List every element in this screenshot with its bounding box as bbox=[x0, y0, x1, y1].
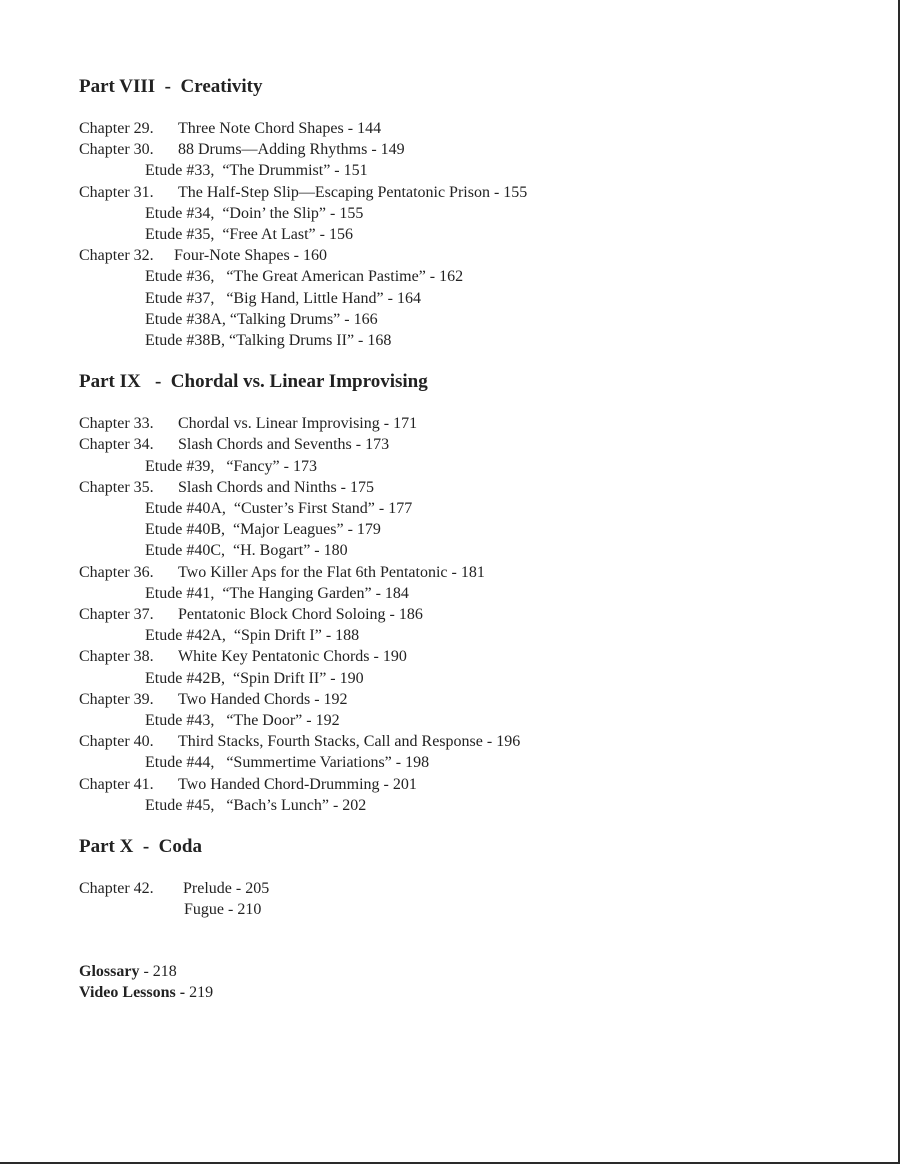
chapter-37-entry bbox=[79, 604, 859, 625]
chapter-38-entry bbox=[79, 646, 859, 667]
chapter-39-entry bbox=[79, 689, 859, 710]
chapter-29-entry bbox=[79, 118, 859, 139]
etude-41-entry: Etude #41, “The Hanging Garden” - 184 bbox=[145, 584, 409, 602]
video-lessons-label: Video Lessons - bbox=[79, 983, 186, 1001]
etude-39-entry: Etude #39, “Fancy” - 173 bbox=[145, 457, 317, 475]
chapter-title: Two Handed Chord-Drumming - 201 bbox=[178, 775, 417, 793]
chapter-33-entry bbox=[79, 413, 859, 434]
part-x-heading: Part X - Coda bbox=[79, 836, 202, 858]
chapter-number: Chapter 36. bbox=[79, 563, 154, 581]
video-lessons-entry bbox=[79, 982, 859, 1003]
chapter-number: Chapter 42. bbox=[79, 880, 154, 898]
glossary-entry bbox=[79, 961, 859, 982]
chapter-number: Chapter 39. bbox=[79, 690, 154, 708]
etude-40b-entry: Etude #40B, “Major Leagues” - 179 bbox=[145, 521, 381, 539]
chapter-title: Third Stacks, Fourth Stacks, Call and Response - 196 bbox=[178, 733, 521, 751]
part-viii-entries bbox=[79, 118, 859, 351]
chapter-number: Chapter 34. bbox=[79, 436, 154, 454]
chapter-title: Three Note Chord Shapes - 144 bbox=[178, 120, 382, 137]
part-ix-heading: Part IX - Chordal vs. Linear Improvising bbox=[79, 371, 428, 393]
etude-42a-entry: Etude #42A, “Spin Drift I” - 188 bbox=[145, 627, 360, 645]
chapter-34-entry bbox=[79, 434, 859, 455]
chapter-40-entry bbox=[79, 731, 859, 752]
chapter-title: Pentatonic Block Chord Soloing - 186 bbox=[178, 606, 423, 624]
chapter-35-entry bbox=[79, 477, 859, 498]
chapter-number: Chapter 37. bbox=[79, 606, 154, 624]
chapter-number: Chapter 32. bbox=[79, 247, 154, 265]
chapter-number: Chapter 30. bbox=[79, 141, 154, 159]
chapter-number: Chapter 33. bbox=[79, 415, 154, 433]
chapter-title: Chordal vs. Linear Improvising - 171 bbox=[178, 415, 418, 433]
part-x-entries bbox=[79, 878, 859, 920]
chapter-number: Chapter 40. bbox=[79, 733, 154, 751]
part-viii-heading: Part VIII - Creativity bbox=[79, 76, 263, 97]
etude-40c-entry: Etude #40C, “H. Bogart” - 180 bbox=[145, 542, 348, 560]
etude-35-entry: Etude #35, “Free At Last” - 156 bbox=[145, 226, 353, 244]
etude-42b-entry: Etude #42B, “Spin Drift II” - 190 bbox=[145, 669, 364, 687]
chapter-32-entry bbox=[79, 245, 859, 266]
chapter-number: Chapter 35. bbox=[79, 478, 154, 496]
table-of-contents bbox=[79, 74, 859, 1003]
glossary-page: - 218 bbox=[139, 962, 177, 980]
etude-33-entry: Etude #33, “The Drummist” - 151 bbox=[145, 162, 368, 180]
glossary-label: Glossary bbox=[79, 962, 140, 980]
chapter-title: 88 Drums—Adding Rhythms - 149 bbox=[178, 141, 405, 159]
chapter-title: Four-Note Shapes - 160 bbox=[174, 247, 327, 265]
chapter-title: Prelude - 205 bbox=[183, 880, 270, 898]
chapter-number: Chapter 29. bbox=[79, 120, 154, 137]
fugue-entry: Fugue - 210 bbox=[184, 901, 262, 919]
chapter-title: Two Killer Aps for the Flat 6th Pentatonic - 181 bbox=[178, 563, 485, 581]
etude-38b-entry: Etude #38B, “Talking Drums II” - 168 bbox=[145, 332, 392, 350]
chapter-42-entry bbox=[79, 878, 859, 899]
chapter-title: White Key Pentatonic Chords - 190 bbox=[178, 648, 407, 666]
etude-43-entry: Etude #43, “The Door” - 192 bbox=[145, 712, 340, 730]
chapter-number: Chapter 38. bbox=[79, 648, 154, 666]
chapter-title: Slash Chords and Ninths - 175 bbox=[178, 478, 374, 496]
chapter-number: Chapter 31. bbox=[79, 183, 154, 201]
back-matter bbox=[79, 961, 859, 1003]
etude-44-entry: Etude #44, “Summertime Variations” - 198 bbox=[145, 754, 430, 772]
etude-36-entry: Etude #36, “The Great American Pastime” - 162 bbox=[145, 268, 464, 286]
chapter-30-entry bbox=[79, 139, 859, 160]
chapter-title: The Half-Step Slip—Escaping Pentatonic Prison - 155 bbox=[178, 183, 528, 201]
chapter-36-entry bbox=[79, 562, 859, 583]
chapter-41-entry bbox=[79, 774, 859, 795]
part-ix-entries bbox=[79, 413, 859, 816]
etude-45-entry: Etude #45, “Bach’s Lunch” - 202 bbox=[145, 796, 367, 814]
video-lessons-page: 219 bbox=[185, 983, 214, 1001]
chapter-number: Chapter 41. bbox=[79, 775, 154, 793]
chapter-title: Slash Chords and Sevenths - 173 bbox=[178, 436, 390, 454]
etude-40a-entry: Etude #40A, “Custer’s First Stand” - 177 bbox=[145, 500, 413, 518]
chapter-31-entry bbox=[79, 182, 859, 203]
chapter-title: Two Handed Chords - 192 bbox=[178, 690, 348, 708]
etude-34-entry: Etude #34, “Doin’ the Slip” - 155 bbox=[145, 204, 364, 222]
etude-38a-entry: Etude #38A, “Talking Drums” - 166 bbox=[145, 310, 378, 328]
etude-37-entry: Etude #37, “Big Hand, Little Hand” - 164 bbox=[145, 289, 421, 307]
